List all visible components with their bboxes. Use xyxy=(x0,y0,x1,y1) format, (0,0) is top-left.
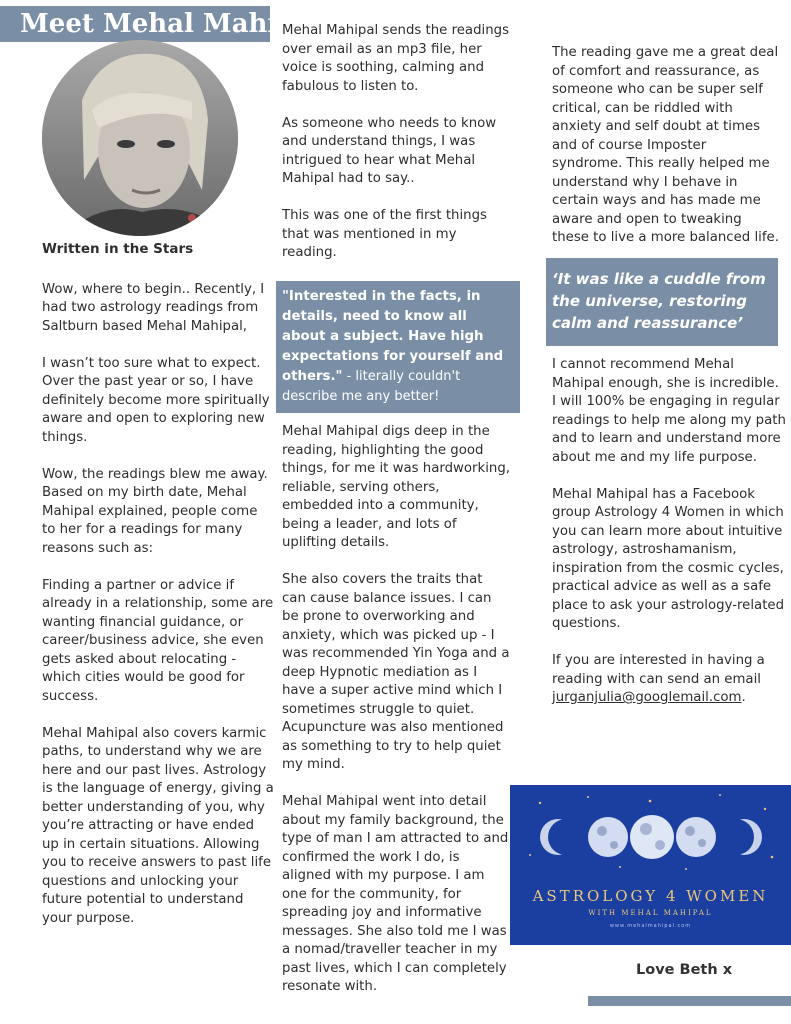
paragraph: Mehal Mahipal also covers karmic paths, to understand why we are here and our past lives. Astrology is the language of energy, giving a better understanding of you, why you’re attracting or have ended up in certain situations. Allowing you to receive answers to past life questions and unlocking your future potential to understand your purpose. xyxy=(42,725,274,926)
paragraph: I cannot recommend Mehal Mahipal enough, she is incredible. I will 100% be engaging in regular readings to help me along my path and to learn and understand more about me and my life purpose. xyxy=(552,357,786,465)
paragraph: The reading gave me a great deal of comfort and reassurance, as someone who can be super self critical, can be riddled with anxiety and self doubt at times and of course Imposter syndrome. This really helped me understand why I behave in certain ways and has made me aware and open to tweaking these to live a more balanced life. xyxy=(552,45,779,245)
astrology-poster xyxy=(510,785,791,945)
paragraph: Wow, the readings blew me away. Based on my birth date, Mehal Mahipal explained, people come to her for a readings for many reasons such as: xyxy=(42,466,268,556)
paragraph: Finding a partner or advice if already in a relationship, some are wanting financial guidance, or career/business advice, she even gets asked about relocating - which cities would be good for success. xyxy=(42,577,274,704)
section-heading: Written in the Stars xyxy=(42,241,194,257)
paragraph: This was one of the first things that was mentioned in my reading. xyxy=(282,208,487,260)
poster-subtitle: WITH MEHAL MAHIPAL xyxy=(588,909,713,917)
portrait-image xyxy=(42,40,238,236)
author-portrait xyxy=(42,40,238,236)
footer-bar xyxy=(588,996,791,1006)
column-one xyxy=(42,240,274,947)
column-two xyxy=(282,22,510,1015)
title-banner xyxy=(0,6,323,42)
contact-text: If you are interested in having a reading with can send an email xyxy=(552,653,765,687)
paragraph: Mehal Mahipal digs deep in the reading, highlighting the good things, for me it was hardworking, reliable, serving others, embedded into a community, being a leader, and lots of uplifting details. xyxy=(282,424,510,550)
column-three xyxy=(552,44,780,266)
poster-url: www.mehalmahipal.com xyxy=(609,923,692,929)
signoff: Love Beth x xyxy=(636,962,733,978)
column-three-lower xyxy=(552,356,786,726)
poster-title: ASTROLOGY 4 WOMEN xyxy=(532,887,769,905)
page-title: Meet Mehal Mahipal xyxy=(20,9,323,39)
paragraph: Mehal Mahipal went into detail about my family background, the type of man I am attracted to and confirmed the work I do, is aligned with my purpose. I am one for the community, for spreading joy and informative messages. She also told me I was a nomad/traveller teacher in my past lives, which I can completely resonate with. xyxy=(282,794,509,994)
reading-quote: "Interested in the facts, in details, need to know all about a subject. Have high expectations for yourself and others." xyxy=(282,289,504,384)
paragraph: She also covers the traits that can cause balance issues. I can be prone to overworking and anxiety, which was picked up - I was recommended Yin Yoga and a deep Hypnotic mediation as I have a super active mind which I sometimes struggle to quiet. Acupuncture was also mentioned as something to try to help quiet my mind. xyxy=(282,572,510,772)
paragraph: I wasn’t too sure what to expect. Over the past year or so, I have definitely become more spiritually aware and open to exploring new things. xyxy=(42,355,270,445)
paragraph: Mehal Mahipal has a Facebook group Astrology 4 Women in which you can learn more about intuitive astrology, astroshamanism, inspiration from the cosmic cycles, practical advice as well as a safe place to ask your astrology-related questions. xyxy=(552,486,785,631)
moon-phases-graphic xyxy=(510,785,791,945)
pull-quote: ‘It was like a cuddle from the universe, restoring calm and reassurance’ xyxy=(546,258,778,346)
paragraph: As someone who needs to know and understand things, I was intrigued to hear what Mehal Mahipal had to say.. xyxy=(282,115,497,186)
paragraph: Wow, where to begin.. Recently, I had two astrology readings from Saltburn based Mehal Mahipal, xyxy=(42,281,265,334)
reading-quote-comment: - literally couldn't describe me any better! xyxy=(282,369,461,404)
contact-end: . xyxy=(741,690,746,705)
reading-quote-box xyxy=(276,281,520,413)
paragraph: Mehal Mahipal sends the readings over email as an mp3 file, her voice is soothing, calming and fabulous to listen to. xyxy=(282,23,510,94)
email-link[interactable]: jurganjulia@googlemail.com xyxy=(552,690,742,705)
contact-paragraph xyxy=(552,652,786,708)
